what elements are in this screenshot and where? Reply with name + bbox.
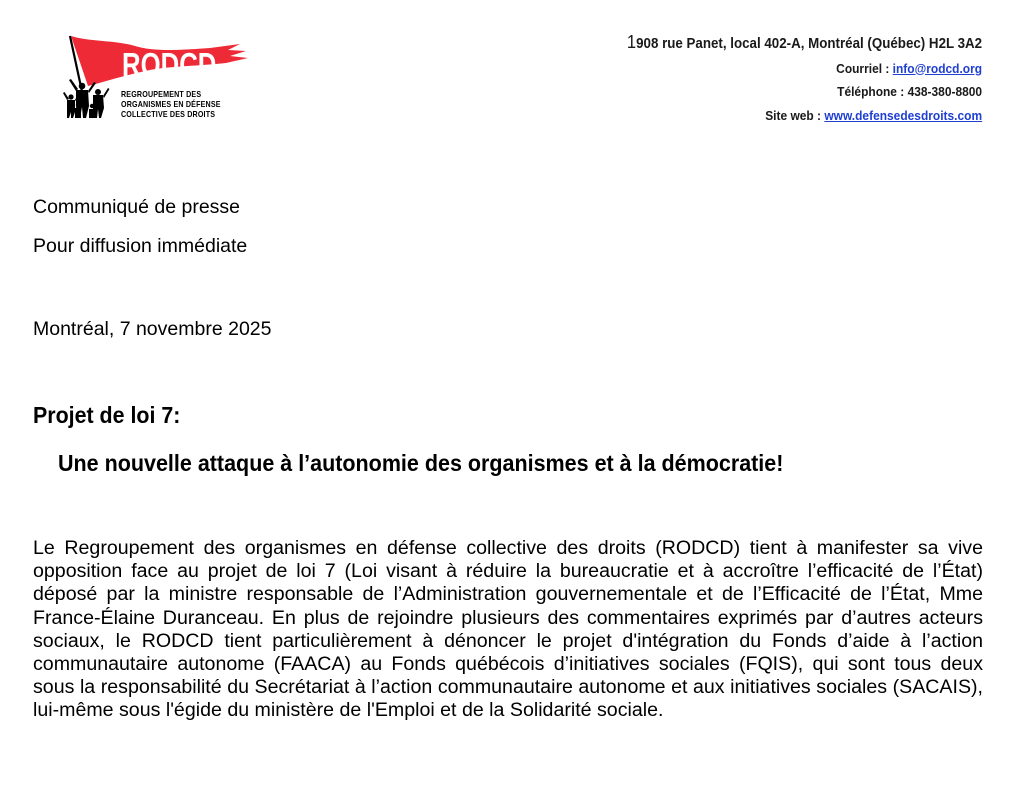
rodcd-logo — [60, 30, 260, 125]
document-type: Communiqué de presse — [33, 196, 241, 218]
contact-block — [596, 31, 982, 127]
phone-line — [627, 80, 982, 104]
phone-label: Téléphone : — [837, 84, 908, 99]
email-line — [627, 57, 982, 81]
logo-tagline-line: COLLECTIVE DES DROITS — [121, 109, 216, 119]
body-paragraph: Le Regroupement des organismes en défense collective des droits (RODCD) tient à manifester sa vive opposition face au projet de loi 7 (Loi visant à réduire la bureaucratie et à accroître l’efficacité de l’État) déposé par la ministre responsable de l’Administration gouvernementale et de l’Efficacité de l’État, Mme France-Élaine Duranceau. En plus de rejoindre plusieurs des commentaires exprimés par d’autres acteurs sociaux, le RODCD tient particulièrement à dénoncer le projet d'intégration du Fonds d’aide à l’action communautaire autonome (FAACA) au Fonds québécois d’initiatives sociales (FQIS), qui sont tous deux sous la responsabilité du Secrétariat à l’action communautaire autonome et aux initiatives sociales (SACAIS), lui-même sous l'égide du ministère de l'Emploi et de la Solidarité sociale. — [33, 537, 983, 722]
page-subtitle: Une nouvelle attaque à l’autonomie des organismes et à la démocratie! — [58, 450, 784, 476]
logo-wordmark: RODCD — [122, 46, 217, 83]
logo-tagline-line: ORGANISMES EN DÉFENSE — [121, 99, 221, 109]
address-text: 908 rue Panet, local 402-A, Montréal (Québec) H2L 3A2 — [636, 36, 982, 52]
page-title: Projet de loi 7: — [33, 402, 181, 428]
release-notice: Pour diffusion immédiate — [33, 235, 248, 257]
dateline: Montréal, 7 novembre 2025 — [33, 318, 272, 340]
logo-tagline — [121, 89, 221, 119]
address-first-char: 1 — [626, 32, 637, 52]
email-link[interactable]: info@rodcd.org — [892, 60, 982, 76]
logo-tagline-line: REGROUPEMENT DES — [121, 89, 202, 99]
website-link[interactable]: www.defensedesdroits.com — [824, 107, 982, 123]
address-line — [627, 31, 982, 57]
website-line — [627, 104, 982, 128]
website-label: Site web : — [765, 107, 825, 123]
email-label: Courriel : — [836, 60, 893, 76]
phone-number: 438-380-8800 — [907, 84, 982, 99]
